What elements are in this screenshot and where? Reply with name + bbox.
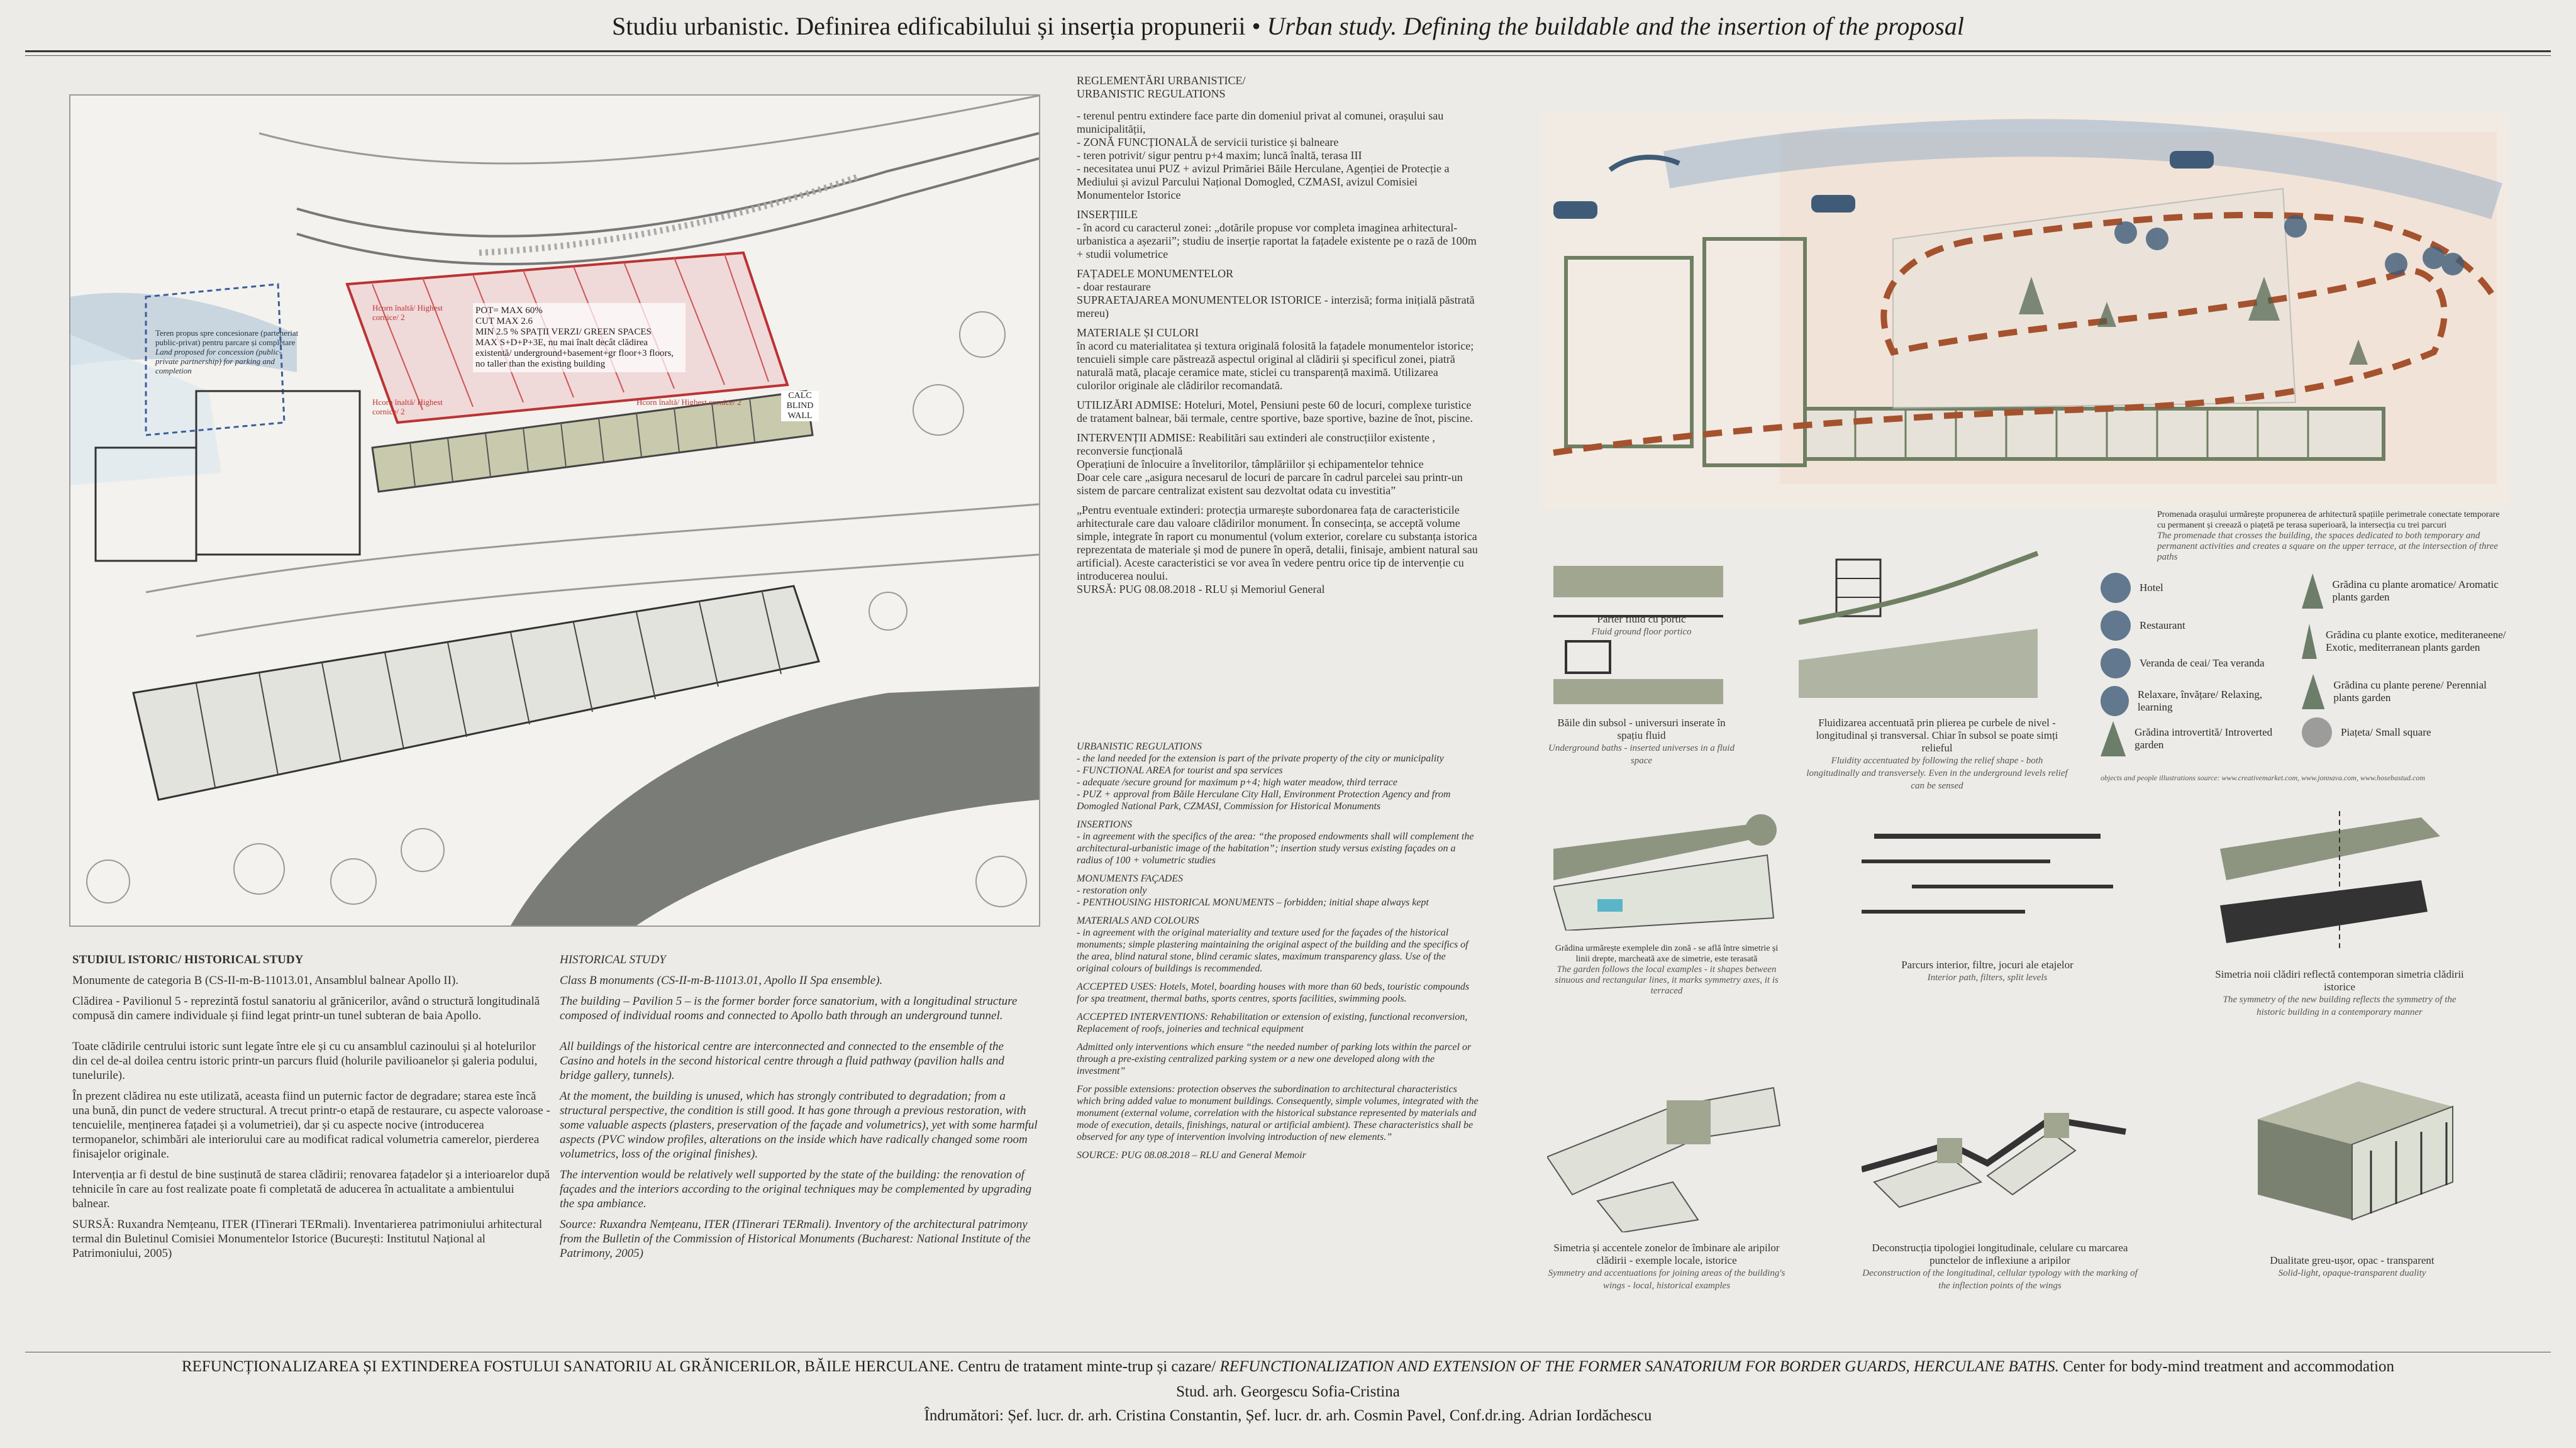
reg-ro-9: MATERIALE ȘI CULORI (1077, 326, 1199, 339)
deconstruction-ro: Deconstrucția tipologiei longitudinale, celulare cu marcarea punctelor de inflexiune a aripilor (1872, 1242, 2128, 1266)
legend-right (2302, 569, 2509, 751)
relief-diagram (1799, 547, 2063, 717)
relief-ground (1799, 629, 2038, 698)
blind-wall-label (781, 391, 819, 421)
regulations-box (473, 303, 686, 372)
concept-garden (1553, 811, 1786, 931)
hist-ro-6: SURSĂ: Ruxandra Nemțeanu, ITER (ITinerari TERmali). Inventarierea patrimoniului arhitectural termal din Buletinul Comisiei Monumentelor Istorice (București: Institutul Național al Patrimoniului, 2005) (72, 1218, 543, 1260)
square-icon (2302, 717, 2332, 748)
historical-study-en (560, 953, 1038, 1267)
joining-en: Symmetry and accentuations for joining areas of the building's wings - local, historical examples (1548, 1268, 1785, 1291)
hotel-icon (2101, 573, 2131, 603)
road-4 (146, 504, 1039, 592)
historical-heading: STUDIUL ISTORIC/ HISTORICAL STUDY (72, 953, 304, 966)
height-label-2: Hcorn înaltă/ Highest cornice/ 2 (636, 397, 741, 407)
road-2 (297, 158, 1039, 264)
top-rule (25, 50, 2551, 52)
legend-perennial (2302, 670, 2509, 714)
garden-diagram (1553, 811, 1786, 931)
duality-ro: Dualitate greu-ușor, opac - transparent (2270, 1254, 2434, 1266)
reg-en-7: MONUMENTS FAÇADES (1077, 873, 1184, 884)
legend-restaurant (2101, 607, 2289, 644)
green-space-value: MIN 2.5 % SPAȚII VERZI/ GREEN SPACES (475, 327, 652, 337)
reg-en-2: - FUNCTIONAL AREA for tourist and spa services (1077, 765, 1283, 776)
legend-tea-label: Veranda de ceai/ Tea veranda (2140, 657, 2265, 669)
symmetry-en: The symmetry of the new building reflects the symmetry of the historic building in a contemporary manner (2223, 995, 2457, 1017)
masterplan-caption-en: The promenade that crosses the building, the spaces dedicated to both temporary and permanent activities and creates a square on the upper terrace, at the intersection of three paths (2157, 531, 2498, 562)
legend-aromatic (2302, 569, 2509, 613)
decon-node-2 (2044, 1113, 2069, 1138)
reg-ro-13: Operațiuni de înlocuire a învelitorilor, tâmplăriilor și echipamentelor tehnice (1077, 458, 1424, 470)
title-separator: • (1252, 12, 1261, 40)
footer-tutors: Îndrumători: Șef. lucr. dr. arh. Cristina Constantin, Șef. lucr. dr. arh. Cosmin Pavel, Conf.dr.ing. Adrian Iordăchescu (924, 1407, 1652, 1424)
joining-diagram (1547, 1069, 1786, 1232)
footer-subtitle-en: Center for body-mind treatment and accommodation (2063, 1358, 2395, 1375)
footer-subtitle-ro: Centru de tratament minte-trup și cazare/ (957, 1358, 1216, 1375)
hist-ro-5: Intervenția ar fi destul de bine susținută de starea clădirii; renovarea fațadelor și a interioarelor după tehnicile în care au fost realizate poate fi completată de aducerea în actualitate a ambientului balnear. (72, 1168, 550, 1210)
hist-en-4: At the moment, the building is unused, which has strongly contributed to degradation; from a structural perspective, the condition is still good. It has gone through a previous restoration, with some valuable aspects (plasters, preservation of the façade and volumetrics), yet with some harmful aspects (PVC window profiles, alterations on the inside which have radically changed some room volumetrics, loss of the original finishes). (560, 1090, 1038, 1161)
deconstruction-diagram (1862, 1094, 2138, 1220)
legend-hotel-label: Hotel (2140, 582, 2163, 594)
reg-ro-5: - în acord cu caracterul zonei: „dotările propuse vor completa imaginea arhitectural-urbanistica a așezarii”; studiu de inserție raportat la fațadele existente pe o rază de 100m + studii volumetrice (1077, 221, 1477, 260)
top-rule-thin (25, 55, 2551, 56)
reg-en-12: ACCEPTED USES: Hotels, Motel, boarding houses with more than 60 beds, touristic compounds for spa treatment, thermal baths, sports centres, sports facilities, swimming pools. (1077, 981, 1470, 1004)
reg-en-10: MATERIALS AND COLOURS (1077, 915, 1199, 926)
concept-portico-caption (1547, 613, 1736, 638)
perennial-plant-icon (2302, 674, 2324, 709)
joining-ro: Simetria și accentele zonelor de îmbinare ale aripilor clădirii - exemple locale, istorice (1553, 1242, 1780, 1266)
masterplan-caption-ro: Promenada orașului urmărește propunerea de arhitectură spațiile perimetrale conectate temporare cu permanent și creează o piațetă pe terasa superioară, la intersecția cu trei parcuri (2157, 510, 2500, 530)
reg-en-0: URBANISTIC REGULATIONS (1077, 741, 1202, 752)
concept-symmetry (2214, 811, 2465, 949)
concept-duality-caption (2214, 1254, 2490, 1279)
historical-en-heading: HISTORICAL STUDY (560, 953, 666, 966)
blind-wall-3: WALL (787, 411, 813, 421)
decon-cell-2 (1987, 1132, 2075, 1195)
reg-en-11: - in agreement with the original materiality and texture used for the façades of the historical monuments; simple plastering maintaining the original aspect of the building and the specifics of the area, blind natural stone, blind ceramic slates, maximum transparency glass. Use of the original colours of buildings is recommended. (1077, 927, 1468, 974)
relief-en: Fluidity accentuated by following the relief shape - both longitudinally and transversely. Even in the underground levels relief can be sensed (1806, 756, 2068, 791)
reg-ro-12: INTERVENȚII ADMISE: Reabilitări sau extinderi ale construcțiilor existente , reconversie funcțională (1077, 431, 1435, 457)
concept-joining-caption (1547, 1242, 1786, 1292)
reg-ro-2: - teren potrivit/ sigur pentru p+4 maxim; luncă înaltă, terasa III (1077, 149, 1362, 162)
footer-project (0, 1358, 2576, 1376)
duality-diagram (2245, 1069, 2459, 1232)
reg-en-8: - restoration only (1077, 885, 1147, 896)
reg-ro-11: UTILIZĂRI ADMISE: Hoteluri, Motel, Pensiuni peste 60 de locuri, complexe turistice de tratament balnear, băi termale, centre sportive, baze sportive, bazine de înot, piscine. (1077, 399, 1474, 424)
legend-square-label: Piațeta/ Small square (2341, 726, 2431, 738)
legend-relax-label: Relaxare, învățare/ Relaxing, learning (2137, 688, 2263, 713)
footer-title-en: REFUNCTIONALIZATION AND EXTENSION OF THE FORMER SANATORIUM FOR BORDER GUARDS, HERCULANE BATHS. (1219, 1358, 2059, 1375)
legend-restaurant-label: Restaurant (2140, 619, 2185, 631)
relief-slope (1799, 553, 2038, 622)
concept-symmetry-caption (2214, 968, 2465, 1019)
reg-en-4: - PUZ + approval from Băile Herculane City Hall, Environment Protection Agency and from Domogled National Park, CZMASI, Commission for Historical Monuments (1077, 789, 1451, 812)
concept-relief-caption (1805, 717, 2069, 792)
joining-node (1667, 1100, 1711, 1144)
interior-ro: Parcurs interior, filtre, jocuri ale etajelor (1901, 959, 2074, 971)
legend-relax (2101, 682, 2289, 720)
reg-ro-0: - terenul pentru extindere face parte din domeniul privat al comunei, orașului sau municipalității, (1077, 109, 1444, 135)
symmetry-diagram (2214, 811, 2465, 949)
reg-ro-15: „Pentru eventuale extinderi: protecția urmarește subordonarea fața de caracteristicile arhitecturale care dau valoare clădirilor monument. În consecința, se acceptă volume simple, integrate în raport cu monumentul (volum exterior, corelare cu substanța istorica reprezentata de materiale și mod de punere în operă, detalii, finisaje, ambient natural sau artificial). Aceste caracteristici se vor avea în vedere pentru orice tip de intervenție cu introducerea noului. (1077, 504, 1478, 582)
portico-ro: Parter fluid cu portic (1597, 613, 1686, 625)
deconstruction-en: Deconstruction of the longitudinal, cellular typology with the marking of the inflection points of the wings (1862, 1268, 2138, 1291)
legend-introvert-label: Grădina introvertită/ Introverted garden (2135, 726, 2273, 751)
title-en: Urban study. Defining the buildable and the insertion of the proposal (1267, 12, 1964, 40)
masterplan-drawing (1541, 113, 2509, 509)
old-wing-left (1566, 258, 1692, 446)
reg-ro-8: SUPRAETAJAREA MONUMENTELOR ISTORICE - interzisă; forma inițială păstrată mereu) (1077, 294, 1475, 319)
blind-wall-2: BLIND (786, 401, 814, 411)
hist-en-2: The building – Pavilion 5 – is the former border force sanatorium, with a longitudinal structure composed of individual rooms and connected to Apollo bath through an underground tunnel. (560, 995, 1018, 1022)
hist-en-6: Source: Ruxandra Nemțeanu, ITER (ITinerari TERmali). Inventory of the architectural patrimony from the Bulletin of the Commission of Historical Monuments (Bucharest: National Institute of the Patrimony, 2005) (560, 1218, 1031, 1260)
hist-en-3: All buildings of the historical centre are interconnected and connected to the ensemble of the Casino and hotels in the second historical centre through a fluid pathway (pavilion halls and bridge gallery, tunnels). (560, 1040, 1004, 1082)
concept-relief (1799, 547, 2063, 717)
joining-wing-3 (1597, 1182, 1698, 1232)
interior-en: Interior path, filters, split levels (1927, 973, 2048, 983)
reg-ro-3: - necesitatea unui PUZ + avizul Primăriei Băile Herculane, Agenției de Protecție a Mediului și avizul Parcului Național Domogled, CZMASI, avizul Comisiei Monumentelor Istorice (1077, 162, 1450, 201)
title-ro: Studiu urbanistic. Definirea edificabilului și inserția propunerii (611, 12, 1246, 40)
concept-deconstruction-caption (1862, 1242, 2138, 1292)
concept-interior-path (1862, 824, 2113, 937)
concept-garden-caption (1547, 943, 1786, 997)
regulations-ro (1077, 74, 1479, 602)
symmetry-ro: Simetria noii clădiri reflectă contemporan simetria clădirii istorice (2215, 968, 2464, 993)
reg-en-15: For possible extensions: protection observes the subordination to architectural characteristics which bring added value to monument buildings. Consequently, simple volumes, integrated with the monument (external volume, correlation with the historical substance represented by materials and mode of execution, details, finishings, natural or artificial ambient). These characteristics shall be observed for any type of intervention involving introduction of new elements.” (1077, 1084, 1479, 1142)
legend-aromatic-label: Grădina cu plante aromatice/ Aromatic plants garden (2332, 578, 2499, 603)
portico-bar-1 (1553, 566, 1723, 597)
blind-wall-1: CALC (788, 391, 812, 401)
garden-end-circle (1745, 814, 1777, 846)
illustration-credits: objects and people illustrations source: www.creativemarket.com, www.jonnava.com, www.hosebastud.com (2101, 773, 2426, 782)
reg-heading-1: REGLEMENTĂRI URBANISTICE/ (1077, 74, 1246, 87)
masterplan (1541, 113, 2509, 509)
portico-bar-2 (1553, 679, 1723, 704)
sym-wing-top (2220, 817, 2440, 880)
legend-exotic (2302, 613, 2509, 670)
reg-ro-6: FAȚADELE MONUMENTELOR (1077, 267, 1234, 280)
reg-ro-16: SURSĂ: PUG 08.08.2018 - RLU și Memoriul General (1077, 583, 1325, 595)
hist-ro-2: Clădirea - Pavilionul 5 - reprezintă fostul sanatoriu al grănicerilor, având o structură longitudinală compusă din camere individuale și fiind legat printr-un tunel subteran de baia Apollo. (72, 995, 540, 1022)
footer-student: Stud. arh. Georgescu Sofia-Cristina (1176, 1383, 1400, 1400)
hist-en-1: Class B monuments (CS-II-m-B-11013.01, Apollo II Spa ensemble). (560, 974, 883, 987)
garden-en: The garden follows the local examples - it shapes between sinuous and rectangular lines, it marks symmetry axes, it is terraced (1555, 964, 1779, 996)
regulations-en (1077, 741, 1479, 1168)
sym-wing-bottom (2220, 880, 2428, 943)
railway (479, 177, 857, 253)
concept-duality (2245, 1069, 2459, 1232)
portico-box (1566, 641, 1610, 673)
relief-ro: Fluidizarea accentuată prin plierea pe curbele de nivel - longitudinal și transversal. Chiar în subsol se poate simți relieful (1816, 717, 2058, 754)
reg-en-14: Admitted only interventions which ensure “the needed number of parking lots within the parcel or through a pre-existing centralized parking system or a new one developed along with the investment” (1077, 1042, 1472, 1076)
restaurant-icon (2101, 611, 2131, 641)
duality-en: Solid-light, opaque-transparent duality (2278, 1268, 2426, 1278)
legend-square (2302, 714, 2509, 751)
reg-heading-2: URBANISTIC REGULATIONS (1077, 87, 1226, 100)
concept-joining (1547, 1069, 1786, 1232)
reg-ro-10: în acord cu materialitatea și textura originală folosită la fațadele monumentelor istorice; tencuieli simple care păstrează aspectul original al clădirii și specificul zonei, piatră naturală mată, placaje ceramice mate, sticlei cu transparență maximă. Utilizarea culorilor originale ale clădirilor recomandată. (1077, 340, 1474, 392)
concept-deconstruction (1862, 1094, 2138, 1220)
reg-en-16: SOURCE: PUG 08.08.2018 – RLU and General Memoir (1077, 1150, 1306, 1161)
concept-interior-caption (1862, 959, 2113, 984)
hist-ro-4: În prezent clădirea nu este utilizată, aceasta fiind un puternic factor de degradare; starea este încă una bună, din punct de vedere structural. A trecut printr-o etapă de restaurare, cu aspecte valoroase - tencuielile, menținerea fațadei și a volumetriei), dar și cu aspecte nocive (introducerea termopanelor, schimbări ale interiorului care au modificat radical volumetria camerelor, pierderea finisajelor originale. (72, 1090, 550, 1161)
reg-ro-7: - doar restaurare (1077, 280, 1151, 293)
river-lower (511, 687, 1039, 926)
legend-perennial-label: Grădina cu plante perene/ Perennial plants garden (2333, 679, 2487, 704)
historical-study-ro (72, 953, 550, 1267)
reg-en-1: - the land needed for the extension is part of the private property of the city or municipality (1077, 753, 1444, 764)
height-label-1: Hcorn înaltă/ Highest cornice/ 2 (372, 303, 443, 322)
legend-introvert (2101, 720, 2289, 758)
road-1 (297, 133, 1039, 236)
reg-en-5: INSERTIONS (1077, 819, 1132, 830)
road-3 (259, 96, 1039, 163)
baths-ro: Băile din subsol - universuri inserate în spațiu fluid (1557, 717, 1726, 741)
masterplan-caption (2157, 509, 2509, 563)
reg-en-6: - in agreement with the specifics of the area: “the proposed endowments shall will complement the architectural-urbanistic image of the habitation”; insertion study versus existing façades on a radius of 100 + volumetric studies (1077, 831, 1474, 866)
reg-en-13: ACCEPTED INTERVENTIONS: Rehabilitation or extension of existing, functional reconversion, Replacement of roofs, joineries and technical equipment (1077, 1012, 1468, 1034)
height-label-3: Hcorn înaltă/ Highest cornice/ 2 (372, 397, 443, 416)
cut-value: CUT MAX 2.6 (475, 316, 533, 326)
legend-exotic-label: Grădina cu plante exotice, mediteraneene/ Exotic, mediterranean plants garden (2325, 629, 2506, 653)
reg-ro-4: INSERȚIILE (1077, 208, 1138, 221)
pot-value: POT= MAX 60% (475, 306, 543, 316)
page-title (0, 11, 2576, 41)
reg-en-9: - PENTHOUSING HISTORICAL MONUMENTS – forbidden; initial shape always kept (1077, 897, 1429, 908)
legend-left (2101, 569, 2289, 758)
reg-ro-14: Doar cele care „asigura necesarul de locuri de parcare în cadrul parcelei sau printr-un sistem de parcare centralizat existent sau dezvoltat odata cu investitia” (1077, 471, 1463, 497)
garden-pool (1597, 899, 1623, 912)
concession-note-ro: Teren propus spre concesionare (parteneriat public-privat) pentru parcare și completare (155, 328, 299, 347)
decon-node-1 (1937, 1138, 1962, 1163)
hist-ro-1: Monumente de categoria B (CS-II-m-B-11013.01, Ansamblul balnear Apollo II). (72, 974, 459, 987)
hist-en-5: The intervention would be relatively well supported by the state of the building: the renovation of façades and the interiors according to the original techniques may be complemented by upgrading the spa ambiance. (560, 1168, 1032, 1210)
height-value: MAX S+D+P+3E, nu mai înalt decât clădirea existentă/ underground+basement+gr floor+3 floors, no taller than the existing building (475, 338, 674, 369)
concept-baths-caption (1547, 717, 1736, 767)
concession-note (155, 328, 300, 375)
legend-tea (2101, 644, 2289, 682)
baths-en: Underground baths - inserted universes in a fluid space (1548, 743, 1735, 766)
relax-icon (2101, 686, 2129, 716)
interior-path-diagram (1862, 824, 2113, 937)
tea-icon (2101, 648, 2131, 678)
hist-ro-3: Toate clădirile centrului istoric sunt legate între ele și cu cu ansamblul cazinoului și al hotelurilor din cel de-al doilea centru istoric printr-un parcurs fluid (holurile pavilioanelor și galeria podului, tunelurile). (72, 1040, 538, 1082)
concession-note-en: Land proposed for concession (public-private partnership) for parking and completion (155, 347, 282, 375)
footer-title-ro: REFUNCȚIONALIZAREA ȘI EXTINDEREA FOSTULUI SANATORIU AL GRĂNICERILOR, BĂILE HERCULANE. (181, 1358, 954, 1375)
garden-ro: Grădina urmărește exemplele din zonă - se află între simetrie și linii drepte, marcheată axe de simetrie, este terasată (1555, 944, 1779, 964)
site-plan-drawing (70, 96, 1039, 926)
site-plan (69, 94, 1040, 927)
decon-line (1862, 1119, 2126, 1169)
aromatic-plant-icon (2302, 573, 2323, 609)
legend-hotel (2101, 569, 2289, 607)
portico-en: Fluid ground floor portico (1591, 627, 1692, 637)
introvert-garden-icon (2101, 721, 2126, 756)
reg-ro-1: - ZONĂ FUNCȚIONALĂ de servicii turistice și balneare (1077, 136, 1339, 148)
reg-en-3: - adequate /secure ground for maximum p+4; high water meadow, third terrace (1077, 777, 1397, 788)
exotic-plant-icon (2302, 624, 2317, 659)
